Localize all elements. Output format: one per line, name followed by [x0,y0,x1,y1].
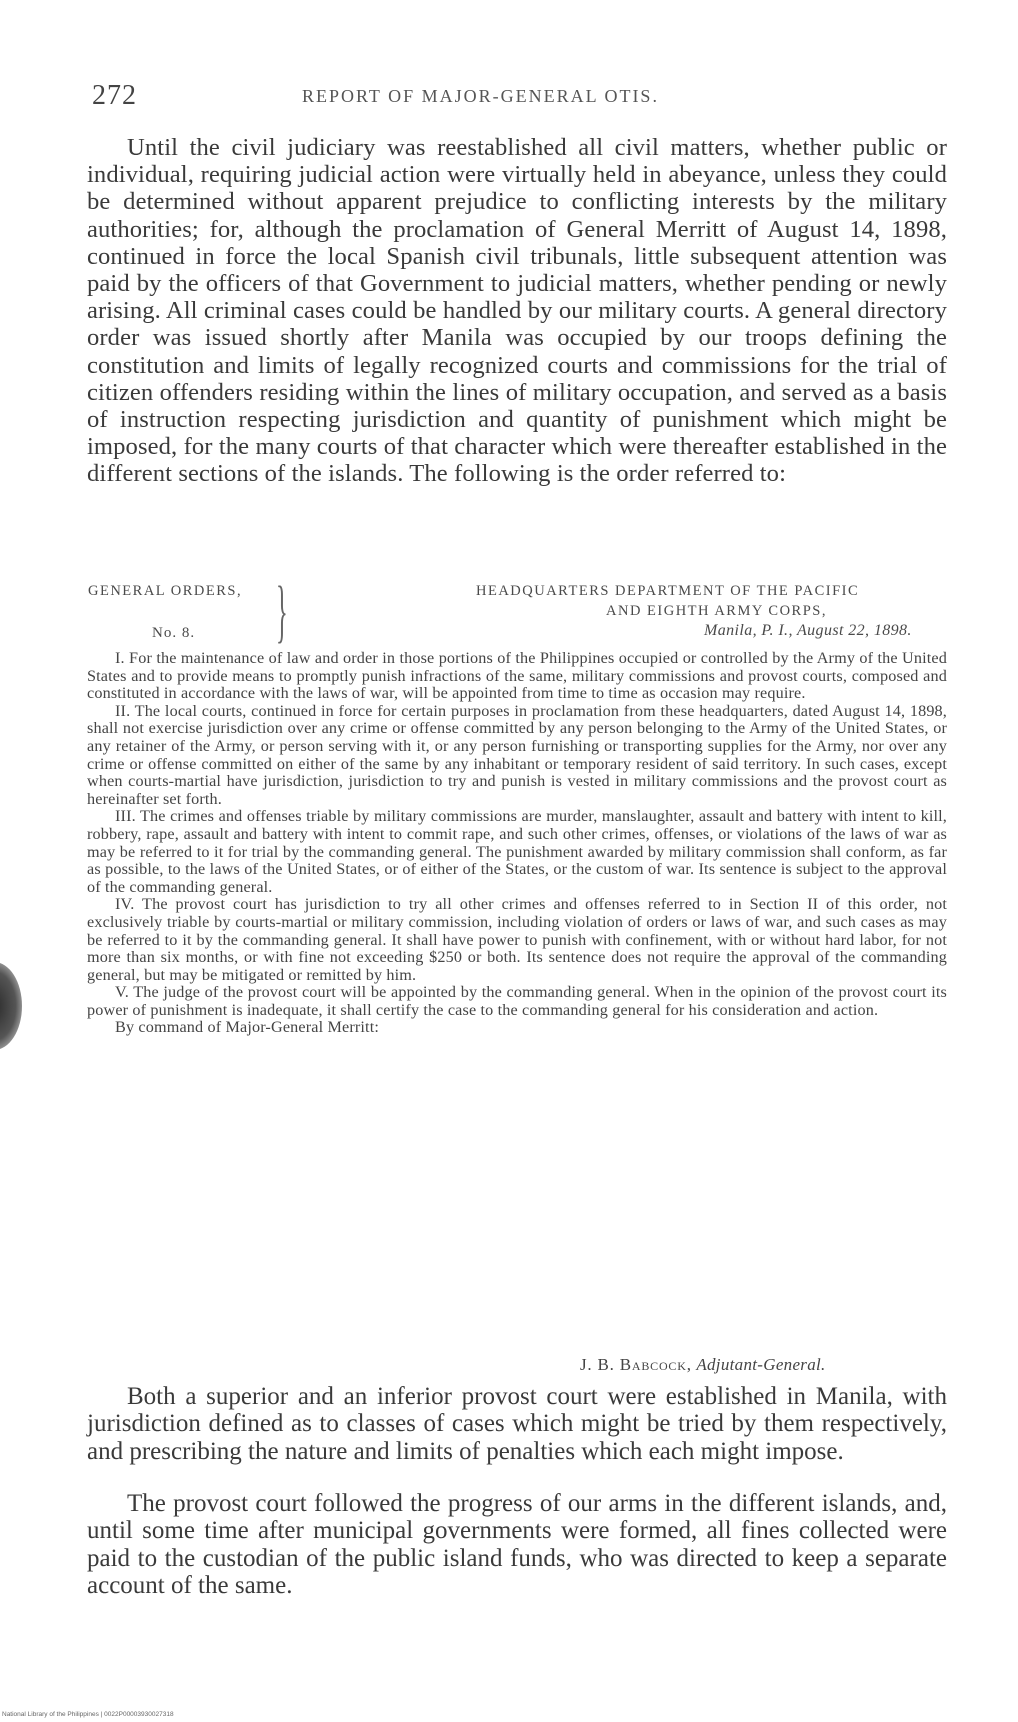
headquarters-block [388,581,948,641]
paragraph-provost-courts: Both a superior and an inferior provost court were established in Manila, with jurisdiction defined as to classes of cases which might be tried by them respectively, and prescribing the nature and limits of penalties which each might impose. [87,1383,947,1465]
headquarters-line-2: AND EIGHTH ARMY CORPS, [606,603,827,619]
general-orders-number: No. 8. [152,625,196,641]
paragraph-civil-judiciary: Until the civil judiciary was reestablished all civil matters, whether public or individual, requiring judicial action were virtually held in abeyance, unless they could be determined without apparent prejudice to conflicting interests by the military authorities; for, although the proclamation of General Merritt of August 14, 1898, continued in force the local Spanish civil tribunals, little subsequent attention was paid by the officers of that Government to judicial matters, whether pending or newly arising. All criminal cases could be handled by our military courts. A general directory order was issued shortly after Manila was occupied by our troops defining the constitution and limits of legally recognized courts and commissions for the trial of citizen offenders residing within the lines of military occupation, and served as a basis of instruction respecting jurisdiction and quantity of punishment which might be imposed, for the many courts of that character which were thereafter established in the different sections of the islands. The following is the order referred to: [87,134,947,488]
order-command-line: By command of Major-General Merritt: [115,1018,379,1037]
order-section-3: III. The crimes and offenses triable by military commissions are murder, manslaughter, assault and battery with intent to kill, robbery, rape, assault and battery with intent to commit rape, and such other crimes, offenses, or violations of the laws of war as may be referred to it for trial by the commanding general. The punishment awarded by military commission shall conform, as far as possible, to the laws of the United States, or of either of the States, or the custom of war. Its sentence is subject to the approval of the commanding general. [87,807,947,896]
signature-name: J. B. Babcock, [580,1355,692,1374]
footer-library: National Library of the Philippines [2,1711,99,1718]
order-section-5: V. The judge of the provost court will be appointed by the commanding general. When in the opinion of the provost court its power of punishment is inadequate, it shall certify the case to the commanding general for his consideration and action. [87,983,947,1019]
order-section-2: II. The local courts, continued in force for certain purposes in proclamation from these headquarters, dated August 14, 1898, shall not exercise jurisdiction over any crime or offense committed by any person belonging to the Army of the United States, or any retainer of the Army, or person serving with it, or any person furnishing or transporting supplies for the Army, nor over any crime or offense committed on either of the same by any inhabitant or temporary resident of said territory. In such cases, except when courts-martial have jurisdiction, jurisdiction to try and punish is vested in military commissions and the provost court as hereinafter set forth. [87,701,947,808]
running-head: REPORT OF MAJOR-GENERAL OTIS. [302,86,659,106]
place-date-line: Manila, P. I., August 22, 1898. [704,622,912,639]
page-header [92,80,940,110]
headquarters-line-1: HEADQUARTERS DEPARTMENT OF THE PACIFIC [476,583,860,599]
scan-footer [2,1711,174,1718]
brace-icon: } [276,573,288,650]
page-number: 272 [92,80,137,111]
order-section-4: IV. The provost court has jurisdiction to try all other crimes and offenses referred to in Section II of this order, not exclusively triable by courts-martial or military commission, including violation of orders or laws of war, and such cases as may be referred to it by the commanding general. It shall have power to punish with confinement, with or without hard labor, for not more than six months, or with fine not exceeding $250 or both. Its sentence does not require the approval of the commanding general, but may be mitigated or remitted by him. [87,895,947,984]
footer-separator: | [100,1711,105,1718]
signature-title: Adjutant-General. [696,1355,826,1374]
scan-edge-shadow [0,962,22,1050]
general-order-body [87,650,947,1037]
signature-line [580,1355,826,1375]
general-orders-label: GENERAL ORDERS, [88,583,243,599]
paragraph-provost-progress: The provost court followed the progress of our arms in the different islands, and, until some time after municipal governments were formed, all fines collected were paid to the custodian of the public island funds, who was directed to keep a separate account of the same. [87,1490,947,1600]
footer-scan-id: 0022P00003930027318 [104,1711,174,1718]
general-order-heading [88,573,948,650]
order-section-1: I. For the maintenance of law and order in those portions of the Philippines occupied or controlled by the Army of the United States and to provide means to promptly punish infractions of the same, military commissions and provost courts, composed and constituted in accordance with the laws of war, will be appointed from time to time as occasion may require. [87,649,947,703]
